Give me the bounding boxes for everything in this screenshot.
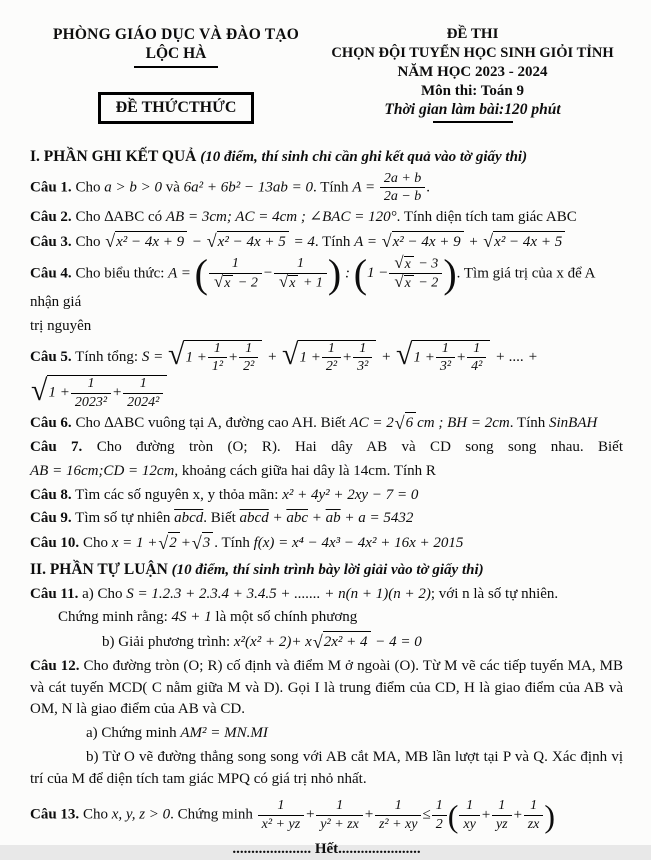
math-operator: + — [267, 348, 278, 365]
question-12-a — [86, 723, 623, 745]
text-run: . Chứng minh — [170, 806, 257, 823]
text-run: a) Chứng minh — [86, 725, 181, 742]
numerator: 1 — [436, 341, 455, 359]
fraction — [208, 341, 227, 375]
sqrt — [483, 231, 565, 254]
math-operator: + — [308, 510, 326, 527]
text-run: Tính tổng: — [71, 348, 142, 365]
math-run: AC = 2 — [349, 415, 394, 432]
denominator: xy — [463, 817, 476, 833]
section-note: (10 điểm, thí sinh trình bày lời giải vào tờ giấy thi) — [171, 561, 484, 578]
numerator: 1 — [208, 341, 227, 359]
math-operator: + — [363, 806, 374, 823]
radicand — [412, 340, 490, 375]
numerator: 1 — [467, 341, 486, 359]
question-13 — [30, 798, 623, 832]
math-run: 6a² + 6b² − 13ab = 0 — [183, 179, 313, 196]
question-11-a-claim — [58, 607, 623, 629]
denominator: 2024² — [127, 394, 160, 410]
text-run: Cho ∆ABC vuông tại A, đường cao AH. Biết — [71, 415, 350, 432]
text-run: Cho đường tròn (O; R) cố định và điểm M ở ngoài (O). Từ M vẽ các tiếp tuyến MA, MB và cát tuyến MCD( C nằm giữa M và D). Gọi I là trung điểm của CD, H là giao điểm của AB và OM, N là giao điểm của AB và CD. — [30, 657, 623, 718]
numerator: 1 — [524, 798, 544, 816]
math-run: − 4 = 0 — [371, 633, 422, 650]
sqrt — [192, 532, 213, 555]
denominator: 2023² — [74, 394, 108, 410]
question-label: Câu 1. — [30, 179, 72, 196]
question-label: Câu 3. — [30, 233, 72, 250]
text-run: . Tính diện tích tam giác ABC — [396, 209, 577, 226]
math-run: 1 + — [185, 349, 207, 366]
fraction — [209, 256, 262, 291]
header — [30, 26, 623, 124]
question-label: Câu 9. — [30, 510, 72, 527]
math-operator: + — [268, 510, 287, 527]
question-4 — [30, 256, 623, 314]
duration-line: Thời gian làm bài:120 phút — [384, 101, 561, 118]
question-label: Câu 11. — [30, 585, 79, 602]
fraction — [239, 341, 258, 375]
question-7-line1 — [30, 437, 623, 459]
text-run: Cho — [71, 179, 105, 196]
math-run: AB = 16cm;CD = 12cm — [30, 462, 175, 479]
math-run: A = — [352, 179, 376, 196]
radicand: √ x² − 4x + 9 — [115, 231, 187, 254]
math-operator: + — [180, 534, 191, 551]
fraction — [380, 171, 425, 205]
radicand: √ x — [404, 256, 414, 273]
radicand — [184, 340, 262, 375]
radicand: √ x — [223, 275, 233, 292]
overlined-number: $\overline{abc}$ — [286, 510, 309, 527]
parenthesized-group — [448, 798, 555, 832]
question-label: Câu 10. — [30, 534, 80, 551]
fraction — [353, 341, 372, 375]
numerator: 1 — [432, 798, 447, 816]
text-run: , khoảng cách giữa hai dây là 14cm. Tính R — [174, 462, 436, 479]
numerator: 1 — [239, 341, 258, 359]
numerator: 1 — [353, 341, 372, 359]
math-run: 1 + — [299, 349, 321, 366]
radicand: √ x² − 4x + 5 — [493, 231, 565, 254]
sqrt — [168, 340, 262, 375]
math-run: f(x) = x⁴ − 4x³ − 4x² + 16x + 2015 — [253, 534, 464, 551]
text-run: Chứng minh rằng: — [58, 609, 172, 626]
fraction — [316, 798, 363, 832]
numerator: 1 — [316, 798, 363, 816]
math-run: + 1 — [299, 275, 323, 291]
math-run: x, y, z > 0 — [111, 806, 171, 823]
radicand — [298, 340, 376, 375]
het-dots: ..................... Hết...................... — [232, 840, 421, 857]
question-9 — [30, 508, 623, 530]
question-12-b — [30, 747, 623, 791]
question-label: Câu 8. — [30, 486, 72, 503]
question-label: Câu 4. — [30, 265, 72, 282]
text-run: . Biết — [203, 510, 240, 527]
exam-title-line1: ĐỀ THI — [446, 26, 499, 42]
question-8 — [30, 485, 623, 507]
fraction — [274, 256, 327, 291]
question-1 — [30, 171, 623, 205]
text-run: Cho đường tròn (O; R). Hai dây AB và CD song song nhau. Biết — [82, 439, 623, 456]
math-operator: + — [228, 349, 239, 366]
math-run: A = — [354, 233, 377, 250]
fraction — [258, 798, 305, 832]
numerator: 1 — [71, 376, 111, 394]
text-run: b) Từ O vẽ đường thẳng song song với AB cắt MA, MB lần lượt tại P và Q. Xác định vị trí của M để diện tích tam giác MPQ có giá trị nhỏ nhất. — [30, 748, 623, 787]
math-run: AM² = MN.MI — [180, 725, 268, 742]
denominator — [274, 274, 327, 292]
school-year: NĂM HỌC 2023 - 2024 — [397, 64, 548, 80]
math-operator: + .... + — [495, 348, 538, 365]
radicand — [47, 375, 167, 410]
math-run: + a = 5432 — [340, 510, 414, 527]
text-run: . Tính — [314, 233, 355, 250]
denominator: zx — [527, 817, 540, 833]
radicand: √ x² − 4x + 9 — [392, 231, 464, 254]
section-title: I. PHẦN GHI KẾT QUẢ — [30, 148, 201, 165]
text-run: Cho ∆ABC có — [71, 209, 166, 226]
math-operator: − — [191, 233, 203, 250]
sqrt — [394, 256, 413, 273]
denominator: 1² — [211, 359, 224, 375]
text-run: trị nguyên — [30, 317, 92, 334]
denominator: 2 — [435, 817, 443, 833]
denominator: x² + yz — [261, 817, 301, 833]
sqrt — [396, 340, 490, 375]
subject-line: Môn thi: Toán 9 — [421, 83, 524, 99]
math-run: A = — [168, 265, 191, 282]
question-11-b — [102, 631, 623, 654]
issuing-office-block — [30, 26, 322, 124]
text-run: . — [426, 179, 431, 196]
question-label: Câu 7. — [30, 439, 83, 456]
math-run: x²(x² + 2)+ x — [233, 633, 312, 650]
radicand: √ x — [288, 275, 298, 292]
question-10 — [30, 532, 623, 555]
text-run: . Tìm giá trị của x để A nhận giá — [30, 265, 595, 311]
math-run: 1 + — [413, 349, 435, 366]
overlined-number: abcd — [239, 510, 269, 527]
question-label: Câu 5. — [30, 348, 72, 365]
fraction — [375, 798, 422, 832]
fraction — [492, 798, 512, 832]
question-11-a — [30, 584, 623, 606]
denominator: 2² — [325, 359, 338, 375]
question-label: Câu 13. — [30, 806, 80, 823]
denominator: y² + zx — [320, 817, 359, 833]
text-run: Cho — [79, 534, 112, 551]
numerator: 1 — [375, 798, 422, 816]
fraction — [459, 798, 479, 832]
section-2-heading — [30, 559, 623, 582]
text-run: Cho biểu thức: — [71, 265, 169, 282]
denominator — [209, 274, 262, 292]
question-4-continuation — [30, 316, 623, 338]
math-run: = 4 — [293, 233, 315, 250]
text-run: . Tính — [509, 415, 550, 432]
fraction — [436, 341, 455, 375]
numerator: 1 — [258, 798, 305, 816]
end-of-exam-marker — [30, 839, 623, 860]
sqrt — [31, 375, 167, 410]
text-run: Tìm số tự nhiên — [71, 510, 175, 527]
office-name: PHÒNG GIÁO DỤC VÀ ĐÀO TẠO — [53, 26, 299, 43]
math-operator: + — [305, 806, 316, 823]
math-operator: − — [262, 265, 273, 282]
overlined-number: $\overline{ab}$ — [325, 510, 341, 527]
math-operator: + — [381, 348, 392, 365]
radicand: √ x — [404, 275, 414, 292]
fraction — [524, 798, 544, 832]
numerator: 2a + b — [380, 171, 425, 189]
sqrt — [105, 231, 187, 254]
section-note: (10 điểm, thí sinh chỉ cần ghi kết quả vào tờ giấy thi) — [200, 149, 528, 165]
overlined-number: abcd — [174, 510, 204, 527]
math-operator: + — [512, 806, 523, 823]
math-run: SinBAH — [549, 415, 598, 432]
numerator: 1 — [492, 798, 512, 816]
math-operator: + — [456, 349, 467, 366]
numerator: 1 — [322, 341, 341, 359]
text-run: ; với n là số tự nhiên. — [430, 585, 559, 602]
math-run: cm ; BH = 2cm — [417, 415, 510, 432]
fraction — [123, 376, 163, 410]
question-5 — [30, 340, 623, 411]
text-run: Cho — [79, 806, 112, 823]
fraction — [467, 341, 486, 375]
denominator: 4² — [471, 359, 483, 375]
fraction — [389, 256, 442, 293]
radicand: √ x² − 4x + 5 — [217, 231, 289, 254]
question-12 — [30, 656, 623, 721]
math-operator: + — [112, 384, 123, 401]
text-run: và — [161, 179, 184, 196]
sqrt — [395, 412, 416, 435]
text-run: Tìm các số nguyên x, y thỏa mãn: — [71, 486, 283, 503]
question-label: Câu 6. — [30, 415, 72, 432]
math-run: S = — [141, 348, 164, 365]
office-district: LỘC HÀ — [134, 45, 219, 68]
denominator: z² + xy — [378, 817, 418, 833]
math-run: − 2 — [234, 275, 258, 291]
text-run: . Tính — [214, 534, 254, 551]
exam-title-line2: CHỌN ĐỘI TUYỂN HỌC SINH GIỎI TỈNH — [331, 45, 614, 61]
text-run: b) Giải phương trình: — [102, 633, 234, 650]
radicand: √ 6 — [405, 412, 417, 435]
math-operator: + — [480, 806, 491, 823]
numerator: ( 1 — [209, 256, 262, 274]
math-run: a > b > 0 — [104, 179, 162, 196]
sqrt — [282, 340, 376, 375]
denominator: 3² — [439, 359, 452, 375]
parenthesized-group — [195, 256, 342, 291]
math-operator: + — [342, 349, 353, 366]
denominator — [389, 274, 442, 292]
question-6 — [30, 412, 623, 435]
math-run: 4S + 1 — [171, 609, 212, 626]
radicand: √ 3 — [202, 532, 214, 555]
math-run: − 3 — [414, 256, 439, 272]
math-run: AB = 3cm; AC = 4cm ; ∠BAC = 120° — [165, 209, 397, 226]
office-district-wrap — [30, 44, 322, 68]
math-run: − 2 — [414, 276, 439, 292]
official-exam-stamp-box: ĐỀ THỨCTHỨC — [98, 92, 255, 124]
math-run: 1 + — [48, 384, 70, 401]
math-operator: + — [468, 233, 479, 250]
fraction — [432, 798, 447, 832]
text-run: là một số chính phương — [211, 609, 358, 626]
question-label: Câu 2. — [30, 209, 72, 226]
question-2 — [30, 207, 623, 229]
exam-content — [30, 146, 623, 860]
math-run: x = 1 + — [111, 534, 158, 551]
section-title: II. PHẦN TỰ LUẬN — [30, 560, 172, 578]
sqrt — [394, 275, 413, 292]
duration-underline — [433, 121, 513, 123]
sqrt — [214, 275, 233, 292]
math-run: ( 1 − — [367, 265, 389, 282]
text-run: . Tính — [313, 179, 353, 196]
math-operator: : — [344, 265, 350, 282]
math-operator: ≤ — [422, 806, 431, 823]
question-7-line2 — [30, 461, 623, 483]
parenthesized-group — [354, 256, 457, 293]
section-1-heading — [30, 146, 623, 169]
question-label: Câu 12. — [30, 657, 80, 674]
sqrt — [158, 532, 179, 555]
math-run: x² + 4y² + 2xy − 7 = 0 — [282, 486, 419, 503]
numerator: 1 — [274, 256, 327, 274]
text-run: a) Cho — [78, 585, 127, 602]
sqrt — [207, 231, 289, 254]
radicand: √ 2 — [168, 532, 180, 555]
exam-title-block — [322, 26, 623, 124]
denominator: 3² — [357, 359, 369, 375]
fraction — [322, 341, 341, 375]
fraction — [71, 376, 111, 410]
denominator: 2² — [243, 359, 255, 375]
denominator: 2a − b — [383, 189, 422, 205]
math-run: S = 1.2.3 + 2.3.4 + 3.4.5 + ....... + n(n + 1)(n + 2) — [126, 585, 431, 602]
sqrt — [279, 275, 298, 292]
sqrt — [313, 631, 371, 654]
question-3 — [30, 231, 623, 254]
numerator: ( 1 — [459, 798, 479, 816]
text-run: Cho — [71, 233, 105, 250]
exam-box-wrap — [30, 68, 322, 124]
denominator: yz — [495, 817, 508, 833]
radicand: √ 2x² + 4 — [323, 631, 371, 654]
numerator: 1 — [123, 376, 163, 394]
